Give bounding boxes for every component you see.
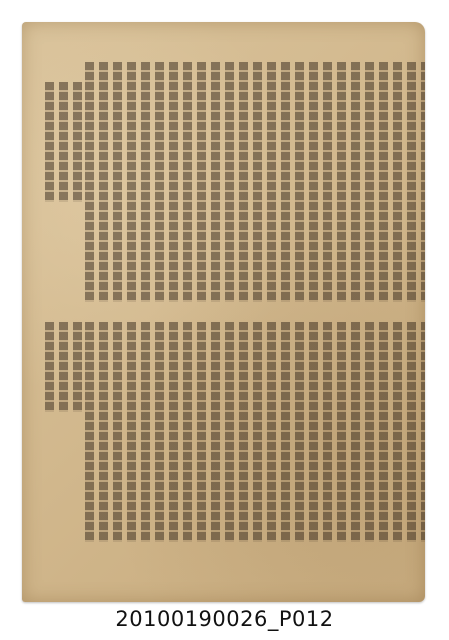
upper-text-block [84, 62, 425, 302]
upper-left-text-block [40, 82, 82, 202]
document-page [22, 22, 425, 602]
lower-text-block [84, 322, 425, 542]
lower-left-text-block [40, 322, 82, 412]
document-identifier: 20100190026_P012 [115, 607, 334, 631]
